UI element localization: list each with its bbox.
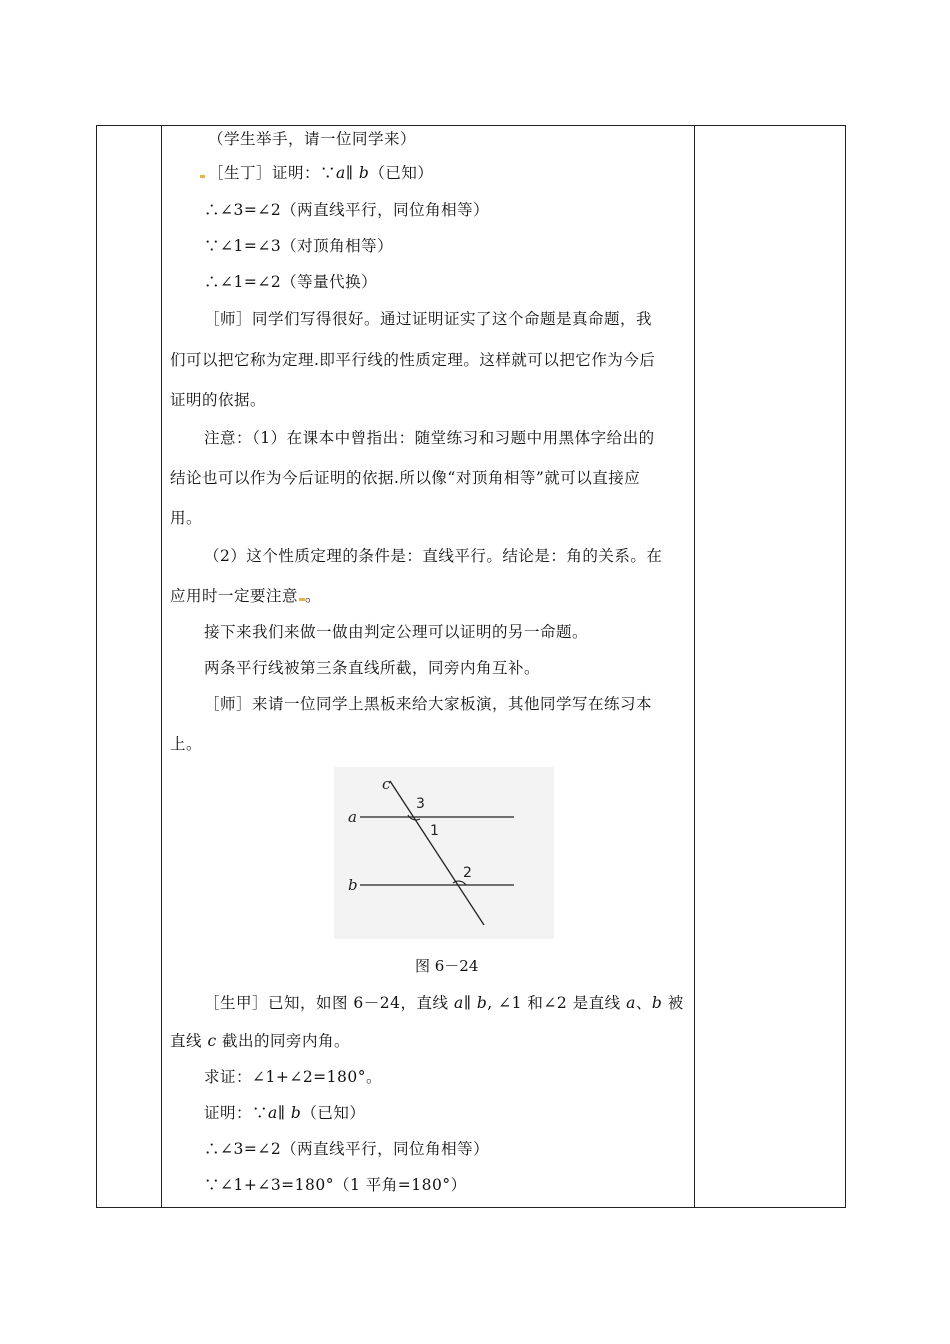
text-line-5: ∴∠1=∠2（等量代换） bbox=[204, 273, 378, 291]
text-line-7: 们可以把它称为定理.即平行线的性质定理。这样就可以把它作为今后 bbox=[170, 351, 656, 369]
text-line-4: ∵∠1=∠3（对顶角相等） bbox=[204, 237, 394, 255]
parallel-lines-figure bbox=[334, 767, 554, 939]
text-line-17: 上。 bbox=[170, 735, 203, 753]
label-angle-3: 3 bbox=[416, 796, 425, 812]
text-line-22: ∴∠3=∠2（两直线平行，同位角相等） bbox=[204, 1140, 490, 1158]
text-line-3: ∴∠3=∠2（两直线平行，同位角相等） bbox=[204, 201, 490, 219]
text-line-11: 用。 bbox=[170, 509, 203, 527]
text-line-2: ［生丁］证明：∵a∥ b（已知） bbox=[200, 163, 433, 183]
text-line-14: 接下来我们来做一做由判定公理可以证明的另一命题。 bbox=[204, 623, 589, 641]
parallel-lines-diagram bbox=[334, 767, 554, 939]
text-line-20: 求证：∠1+∠2=180°。 bbox=[204, 1068, 383, 1086]
line-c bbox=[390, 781, 484, 925]
label-angle-1: 1 bbox=[430, 823, 439, 839]
text-line-19: 直线 c 截出的同旁内角。 bbox=[170, 1032, 351, 1050]
highlight-marker bbox=[200, 175, 205, 178]
text-line-21: 证明：∵a∥ b（已知） bbox=[204, 1104, 366, 1122]
text-line-16: ［师］来请一位同学上黑板来给大家板演，其他同学写在练习本 bbox=[204, 695, 653, 713]
text-line-6: ［师］同学们写得很好。通过证明证实了这个命题是真命题，我 bbox=[204, 310, 653, 328]
text-line-13: 应用时一定要注意 。 bbox=[170, 587, 322, 605]
text-line-18: ［生甲］已知，如图 6－24，直线 a∥ b, ∠1 和∠2 是直线 a、b 被 bbox=[204, 994, 684, 1012]
text-line-8: 证明的依据。 bbox=[170, 391, 267, 409]
column-divider-right bbox=[694, 126, 695, 1207]
label-a: a bbox=[348, 808, 357, 826]
label-b: b bbox=[348, 876, 358, 894]
text-line-15: 两条平行线被第三条直线所截，同旁内角互补。 bbox=[204, 659, 541, 677]
text-line-1: （学生举手，请一位同学来） bbox=[208, 130, 417, 148]
label-c: c bbox=[382, 775, 391, 793]
text-line-23: ∵∠1+∠3=180°（1 平角=180°） bbox=[204, 1176, 467, 1194]
column-divider-left bbox=[161, 126, 162, 1207]
text-line-9: 注意：（1）在课本中曾指出：随堂练习和习题中用黑体字给出的 bbox=[204, 429, 655, 447]
text-line-12: （2）这个性质定理的条件是：直线平行。结论是：角的关系。在 bbox=[204, 547, 663, 565]
figure-caption: 图 6－24 bbox=[415, 957, 479, 975]
label-angle-2: 2 bbox=[463, 865, 472, 881]
text-line-10: 结论也可以作为今后证明的依据.所以像“对顶角相等”就可以直接应 bbox=[170, 469, 641, 487]
